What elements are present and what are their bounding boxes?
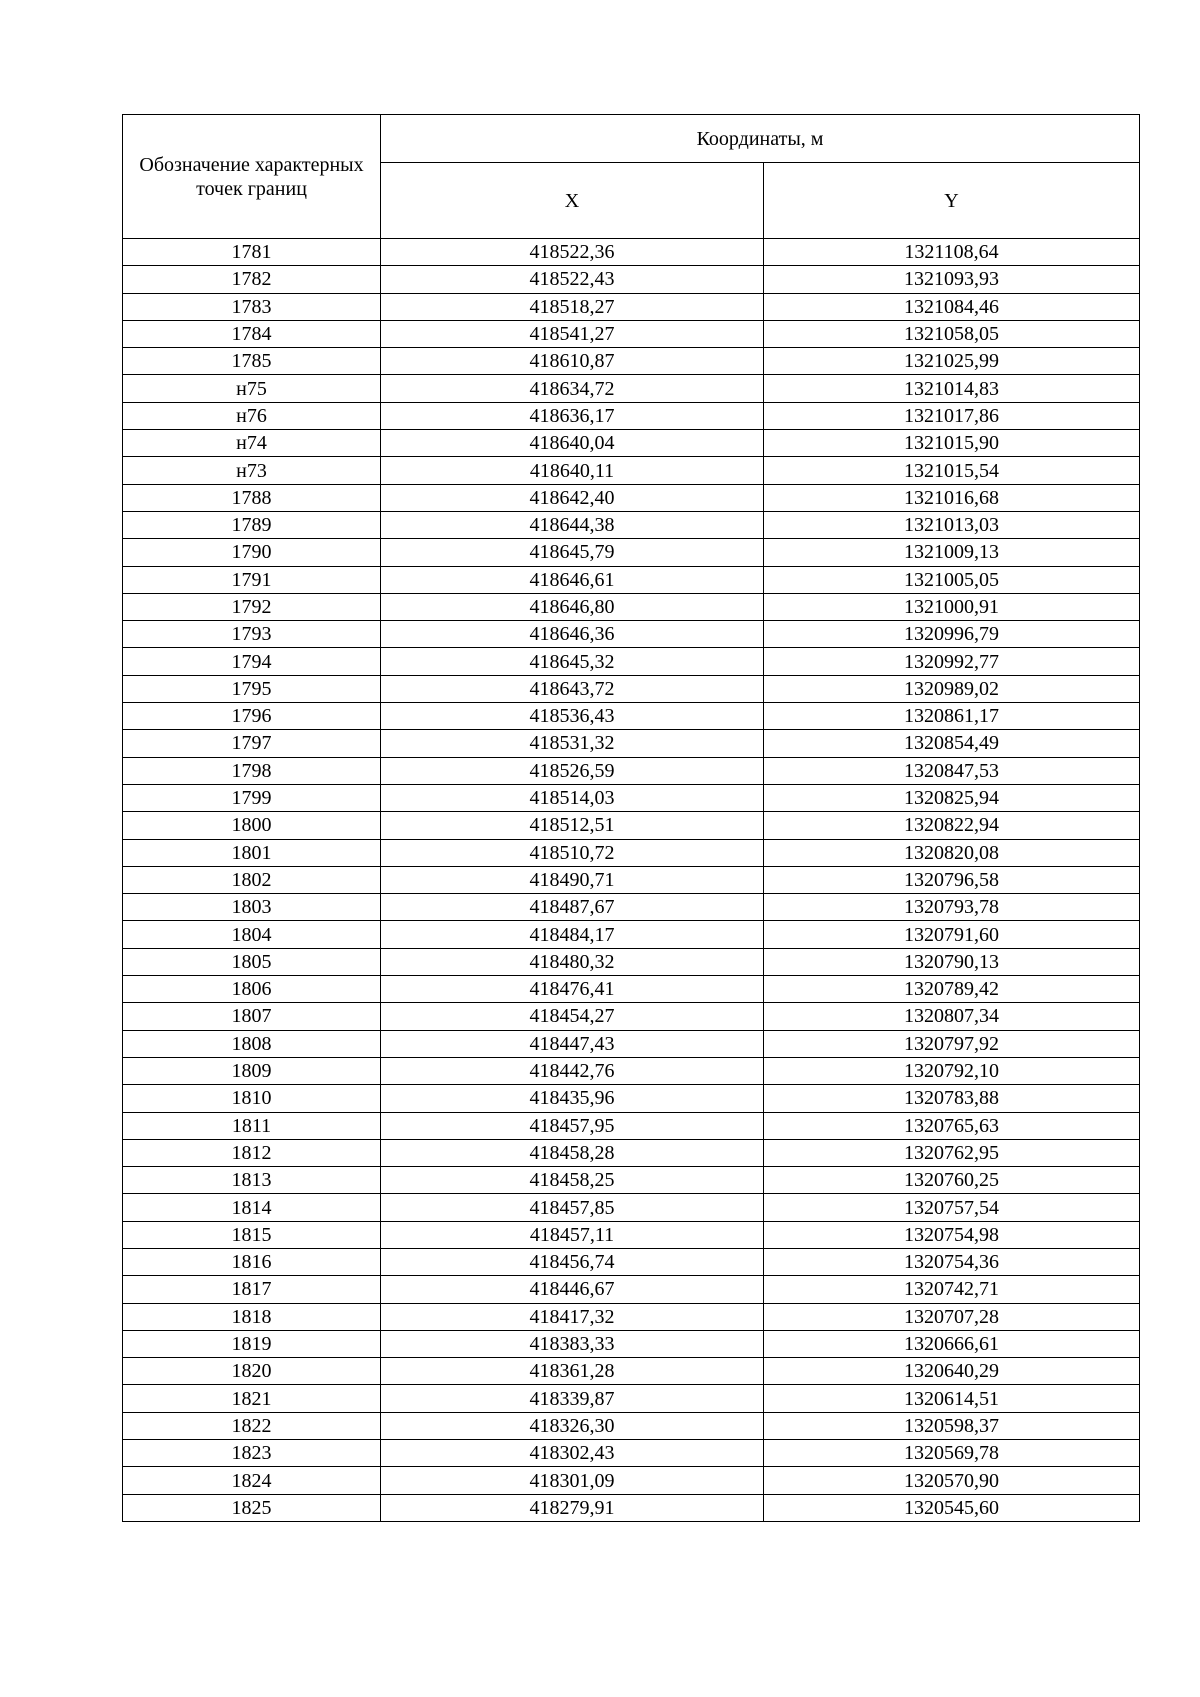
x-coordinate-cell: 418480,32 xyxy=(381,948,764,975)
point-cell: 1782 xyxy=(123,266,381,293)
x-coordinate-cell: 418526,59 xyxy=(381,757,764,784)
point-cell: 1819 xyxy=(123,1330,381,1357)
table-row xyxy=(123,839,1140,866)
point-cell: 1785 xyxy=(123,348,381,375)
point-cell: 1784 xyxy=(123,320,381,347)
table-row xyxy=(123,1167,1140,1194)
point-cell: 1792 xyxy=(123,593,381,620)
y-coordinate-cell: 1321025,99 xyxy=(764,348,1140,375)
y-coordinate-cell: 1320790,13 xyxy=(764,948,1140,975)
y-coordinate-cell: 1320797,92 xyxy=(764,1030,1140,1057)
y-coordinate-cell: 1320754,36 xyxy=(764,1248,1140,1275)
table-row xyxy=(123,784,1140,811)
y-coordinate-cell: 1320996,79 xyxy=(764,621,1140,648)
y-coordinate-cell: 1321015,90 xyxy=(764,430,1140,457)
point-cell: 1810 xyxy=(123,1085,381,1112)
table-row xyxy=(123,375,1140,402)
point-cell: 1820 xyxy=(123,1358,381,1385)
table-row xyxy=(123,593,1140,620)
y-coordinate-cell: 1320791,60 xyxy=(764,921,1140,948)
x-coordinate-cell: 418487,67 xyxy=(381,894,764,921)
table-row xyxy=(123,539,1140,566)
point-cell: 1791 xyxy=(123,566,381,593)
point-cell: н76 xyxy=(123,402,381,429)
point-cell: 1795 xyxy=(123,675,381,702)
table-row xyxy=(123,1467,1140,1494)
x-coordinate-cell: 418457,85 xyxy=(381,1194,764,1221)
table-row xyxy=(123,566,1140,593)
y-coordinate-cell: 1320754,98 xyxy=(764,1221,1140,1248)
x-coordinate-cell: 418417,32 xyxy=(381,1303,764,1330)
x-coordinate-cell: 418645,32 xyxy=(381,648,764,675)
table-row xyxy=(123,812,1140,839)
y-coordinate-cell: 1320640,29 xyxy=(764,1358,1140,1385)
y-coordinate-cell: 1320847,53 xyxy=(764,757,1140,784)
y-coordinate-cell: 1321013,03 xyxy=(764,511,1140,538)
y-coordinate-cell: 1320742,71 xyxy=(764,1276,1140,1303)
point-cell: н73 xyxy=(123,457,381,484)
y-coordinate-cell: 1320762,95 xyxy=(764,1139,1140,1166)
table-row xyxy=(123,1030,1140,1057)
y-coordinate-cell: 1321093,93 xyxy=(764,266,1140,293)
point-cell: 1789 xyxy=(123,511,381,538)
x-coordinate-cell: 418636,17 xyxy=(381,402,764,429)
table-row xyxy=(123,1494,1140,1521)
y-coordinate-cell: 1320854,49 xyxy=(764,730,1140,757)
point-cell: 1801 xyxy=(123,839,381,866)
x-coordinate-cell: 418454,27 xyxy=(381,1003,764,1030)
x-coordinate-cell: 418326,30 xyxy=(381,1412,764,1439)
point-cell: 1804 xyxy=(123,921,381,948)
y-coordinate-cell: 1321084,46 xyxy=(764,293,1140,320)
y-coordinate-cell: 1320666,61 xyxy=(764,1330,1140,1357)
y-coordinate-cell: 1320545,60 xyxy=(764,1494,1140,1521)
x-column-header: X xyxy=(381,163,764,239)
x-coordinate-cell: 418646,61 xyxy=(381,566,764,593)
table-row xyxy=(123,1330,1140,1357)
table-row xyxy=(123,1003,1140,1030)
x-coordinate-cell: 418447,43 xyxy=(381,1030,764,1057)
point-cell: 1821 xyxy=(123,1385,381,1412)
x-coordinate-cell: 418301,09 xyxy=(381,1467,764,1494)
table-body xyxy=(123,239,1140,1522)
point-cell: 1824 xyxy=(123,1467,381,1494)
table-row xyxy=(123,293,1140,320)
point-cell: 1805 xyxy=(123,948,381,975)
point-cell: 1816 xyxy=(123,1248,381,1275)
table-row xyxy=(123,1385,1140,1412)
y-coordinate-cell: 1320796,58 xyxy=(764,866,1140,893)
table-row xyxy=(123,511,1140,538)
x-coordinate-cell: 418510,72 xyxy=(381,839,764,866)
point-cell: 1800 xyxy=(123,812,381,839)
y-coordinate-cell: 1320757,54 xyxy=(764,1194,1140,1221)
x-coordinate-cell: 418458,28 xyxy=(381,1139,764,1166)
x-coordinate-cell: 418644,38 xyxy=(381,511,764,538)
y-coordinate-cell: 1320765,63 xyxy=(764,1112,1140,1139)
point-cell: 1823 xyxy=(123,1440,381,1467)
x-coordinate-cell: 418490,71 xyxy=(381,866,764,893)
table-header xyxy=(123,115,1140,239)
point-cell: 1808 xyxy=(123,1030,381,1057)
x-coordinate-cell: 418458,25 xyxy=(381,1167,764,1194)
point-cell: 1814 xyxy=(123,1194,381,1221)
point-cell: 1794 xyxy=(123,648,381,675)
point-designation-header: Обозначение характерных точек границ xyxy=(123,115,381,239)
x-coordinate-cell: 418383,33 xyxy=(381,1330,764,1357)
table-row xyxy=(123,894,1140,921)
x-coordinate-cell: 418531,32 xyxy=(381,730,764,757)
point-cell: 1793 xyxy=(123,621,381,648)
y-coordinate-cell: 1320614,51 xyxy=(764,1385,1140,1412)
table-row xyxy=(123,1440,1140,1467)
y-coordinate-cell: 1320792,10 xyxy=(764,1057,1140,1084)
y-coordinate-cell: 1320861,17 xyxy=(764,703,1140,730)
x-coordinate-cell: 418476,41 xyxy=(381,976,764,1003)
point-cell: 1790 xyxy=(123,539,381,566)
x-coordinate-cell: 418442,76 xyxy=(381,1057,764,1084)
point-cell: 1807 xyxy=(123,1003,381,1030)
table-row xyxy=(123,320,1140,347)
table-row xyxy=(123,348,1140,375)
table-row xyxy=(123,1412,1140,1439)
coordinates-table xyxy=(122,114,1140,1522)
x-coordinate-cell: 418302,43 xyxy=(381,1440,764,1467)
x-coordinate-cell: 418642,40 xyxy=(381,484,764,511)
table-row xyxy=(123,1303,1140,1330)
y-coordinate-cell: 1321108,64 xyxy=(764,239,1140,266)
table-row xyxy=(123,1057,1140,1084)
y-coordinate-cell: 1320992,77 xyxy=(764,648,1140,675)
y-coordinate-cell: 1320989,02 xyxy=(764,675,1140,702)
table-row xyxy=(123,1085,1140,1112)
point-cell: 1817 xyxy=(123,1276,381,1303)
x-coordinate-cell: 418279,91 xyxy=(381,1494,764,1521)
table-row xyxy=(123,484,1140,511)
table-row xyxy=(123,675,1140,702)
x-coordinate-cell: 418536,43 xyxy=(381,703,764,730)
point-cell: 1796 xyxy=(123,703,381,730)
point-cell: 1815 xyxy=(123,1221,381,1248)
table-row xyxy=(123,1139,1140,1166)
x-coordinate-cell: 418446,67 xyxy=(381,1276,764,1303)
point-cell: 1797 xyxy=(123,730,381,757)
y-coordinate-cell: 1321016,68 xyxy=(764,484,1140,511)
point-cell: 1825 xyxy=(123,1494,381,1521)
y-coordinate-cell: 1321000,91 xyxy=(764,593,1140,620)
table-row xyxy=(123,402,1140,429)
y-coordinate-cell: 1320807,34 xyxy=(764,1003,1140,1030)
point-cell: 1783 xyxy=(123,293,381,320)
x-coordinate-cell: 418339,87 xyxy=(381,1385,764,1412)
x-coordinate-cell: 418610,87 xyxy=(381,348,764,375)
x-coordinate-cell: 418646,80 xyxy=(381,593,764,620)
y-coordinate-cell: 1320825,94 xyxy=(764,784,1140,811)
table-row xyxy=(123,239,1140,266)
x-coordinate-cell: 418643,72 xyxy=(381,675,764,702)
table-row xyxy=(123,976,1140,1003)
x-coordinate-cell: 418512,51 xyxy=(381,812,764,839)
coordinates-header: Координаты, м xyxy=(381,115,1140,163)
table-row xyxy=(123,703,1140,730)
table-row xyxy=(123,266,1140,293)
point-cell: 1803 xyxy=(123,894,381,921)
table-row xyxy=(123,1358,1140,1385)
table-row xyxy=(123,648,1140,675)
table-row xyxy=(123,921,1140,948)
y-coordinate-cell: 1321058,05 xyxy=(764,320,1140,347)
table-row xyxy=(123,1221,1140,1248)
y-coordinate-cell: 1320783,88 xyxy=(764,1085,1140,1112)
x-coordinate-cell: 418640,11 xyxy=(381,457,764,484)
point-cell: 1802 xyxy=(123,866,381,893)
point-cell: 1806 xyxy=(123,976,381,1003)
x-coordinate-cell: 418640,04 xyxy=(381,430,764,457)
table-row xyxy=(123,1194,1140,1221)
y-column-header: Y xyxy=(764,163,1140,239)
y-coordinate-cell: 1321005,05 xyxy=(764,566,1140,593)
y-coordinate-cell: 1320760,25 xyxy=(764,1167,1140,1194)
x-coordinate-cell: 418645,79 xyxy=(381,539,764,566)
point-cell: 1788 xyxy=(123,484,381,511)
x-coordinate-cell: 418457,11 xyxy=(381,1221,764,1248)
y-coordinate-cell: 1321014,83 xyxy=(764,375,1140,402)
table-row xyxy=(123,866,1140,893)
x-coordinate-cell: 418541,27 xyxy=(381,320,764,347)
y-coordinate-cell: 1320822,94 xyxy=(764,812,1140,839)
y-coordinate-cell: 1320598,37 xyxy=(764,1412,1140,1439)
x-coordinate-cell: 418522,43 xyxy=(381,266,764,293)
point-cell: н74 xyxy=(123,430,381,457)
table-row xyxy=(123,430,1140,457)
x-coordinate-cell: 418435,96 xyxy=(381,1085,764,1112)
y-coordinate-cell: 1320820,08 xyxy=(764,839,1140,866)
point-cell: 1799 xyxy=(123,784,381,811)
y-coordinate-cell: 1321015,54 xyxy=(764,457,1140,484)
point-cell: 1811 xyxy=(123,1112,381,1139)
table-row xyxy=(123,1248,1140,1275)
table-row xyxy=(123,457,1140,484)
table-row xyxy=(123,730,1140,757)
x-coordinate-cell: 418646,36 xyxy=(381,621,764,648)
point-cell: 1813 xyxy=(123,1167,381,1194)
table-row xyxy=(123,1112,1140,1139)
x-coordinate-cell: 418361,28 xyxy=(381,1358,764,1385)
point-cell: 1781 xyxy=(123,239,381,266)
x-coordinate-cell: 418634,72 xyxy=(381,375,764,402)
point-cell: 1812 xyxy=(123,1139,381,1166)
x-coordinate-cell: 418484,17 xyxy=(381,921,764,948)
table-row xyxy=(123,948,1140,975)
y-coordinate-cell: 1320569,78 xyxy=(764,1440,1140,1467)
x-coordinate-cell: 418518,27 xyxy=(381,293,764,320)
x-coordinate-cell: 418456,74 xyxy=(381,1248,764,1275)
x-coordinate-cell: 418457,95 xyxy=(381,1112,764,1139)
x-coordinate-cell: 418514,03 xyxy=(381,784,764,811)
point-cell: 1818 xyxy=(123,1303,381,1330)
table-row xyxy=(123,621,1140,648)
header-row-top xyxy=(123,115,1140,163)
table-row xyxy=(123,1276,1140,1303)
point-cell: 1822 xyxy=(123,1412,381,1439)
y-coordinate-cell: 1321017,86 xyxy=(764,402,1140,429)
x-coordinate-cell: 418522,36 xyxy=(381,239,764,266)
y-coordinate-cell: 1320789,42 xyxy=(764,976,1140,1003)
y-coordinate-cell: 1320570,90 xyxy=(764,1467,1140,1494)
y-coordinate-cell: 1320707,28 xyxy=(764,1303,1140,1330)
table-row xyxy=(123,757,1140,784)
y-coordinate-cell: 1320793,78 xyxy=(764,894,1140,921)
point-cell: 1798 xyxy=(123,757,381,784)
y-coordinate-cell: 1321009,13 xyxy=(764,539,1140,566)
point-cell: 1809 xyxy=(123,1057,381,1084)
point-cell: н75 xyxy=(123,375,381,402)
